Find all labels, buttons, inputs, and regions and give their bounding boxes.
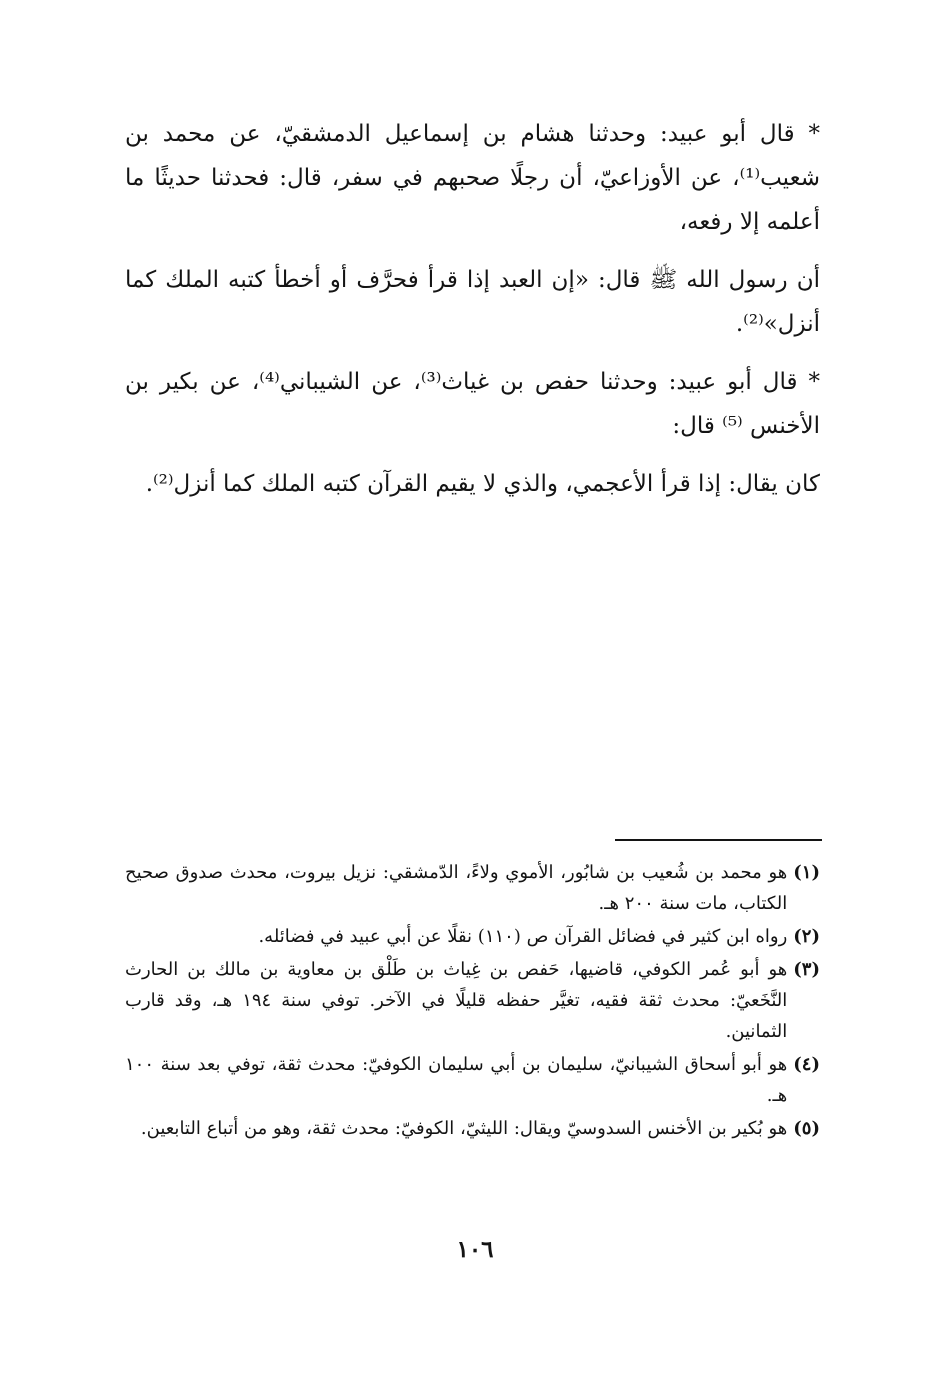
footnote-5: [125, 1113, 820, 1144]
footnote-number: (٤): [793, 1054, 820, 1075]
paragraph-3: * قال أبو عبيد: وحدثنا حفص بن غياث⁽³⁾، عن الشيباني⁽⁴⁾، عن بكير بن الأخنس ⁽⁵⁾ قال:: [125, 369, 820, 439]
paragraph-1: * قال أبو عبيد: وحدثنا هشام بن إسماعيل الدمشقيّ، عن محمد بن شعيب⁽¹⁾، عن الأوزاعيّ، أن رجلًا صحبهم في سفر، قال: فحدثنا حديثًا ما أعلمه إلا رفعه،: [125, 121, 820, 235]
footnotes: [125, 857, 820, 1146]
footnote-text: هو أبو أسحاق الشيبانيّ، سليمان بن أبي سليمان الكوفيّ: محدث ثقة، توفي بعد سنة ١٠٠ هـ.: [125, 1054, 788, 1106]
footnote-3: [125, 954, 820, 1047]
footnote-text: هو محمد بن شُعيب بن شابُور، الأموي ولاءً، الدّمشقي: نزيل بيروت، محدث صدوق صحيح الكتاب، مات سنة ٢٠٠ هـ.: [125, 862, 788, 914]
page-number: ١٠٦: [456, 1236, 494, 1263]
footnote-number: (٥): [793, 1118, 820, 1139]
footnote-text: هو أبو عُمر الكوفي، قاضيها، حَفص بن غِياث بن طَلْق بن معاوية بن مالك بن الحارث النَّخَعيّ: محدث ثقة فقيه، تغيَّر حفظه قليلًا في الآخر. توفي سنة ١٩٤ هـ، وقد قارب الثمانين.: [125, 959, 788, 1042]
footnote-divider: [615, 839, 822, 841]
footnote-number: (٣): [793, 959, 820, 980]
footnote-text: رواه ابن كثير في فضائل القرآن ص (١١٠) نقلًا عن أبي عبيد في فضائله.: [258, 926, 788, 947]
footnote-number: (٢): [793, 926, 820, 947]
paragraph-2: أن رسول الله ﷺ قال: «إن العبد إذا قرأ فحرَّف أو أخطأ كتبه الملك كما أنزل»⁽²⁾.: [125, 267, 820, 337]
footnote-1: [125, 857, 820, 919]
footnote-text: هو بُكير بن الأخنس السدوسيّ ويقال: الليثيّ، الكوفيّ: محدث ثقة، وهو من أتباع التابعين.: [140, 1118, 788, 1139]
footnote-2: [125, 921, 820, 952]
footnote-4: [125, 1049, 820, 1111]
paragraph-4: كان يقال: إذا قرأ الأعجمي، والذي لا يقيم القرآن كتبه الملك كما أنزل⁽²⁾.: [145, 471, 820, 497]
main-text: [125, 112, 820, 520]
footnote-number: (١): [793, 862, 820, 883]
